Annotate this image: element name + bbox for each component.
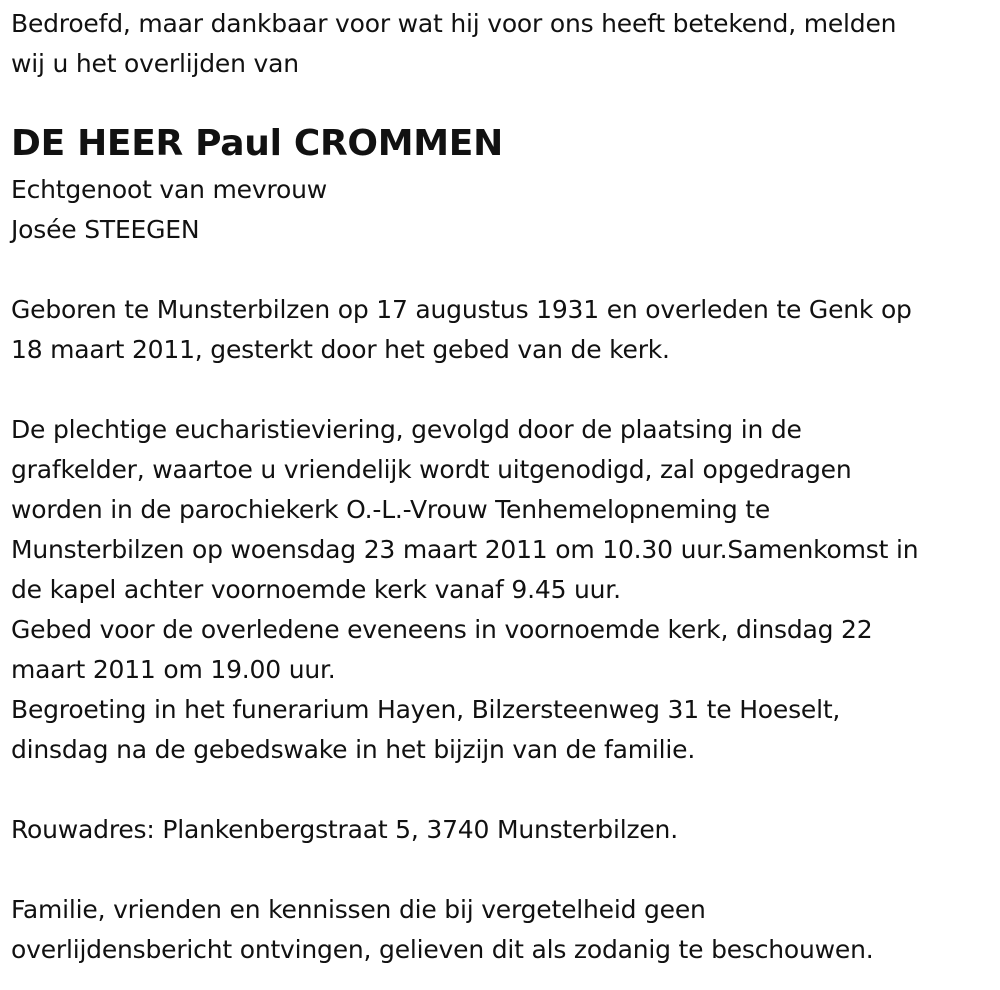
prayer-line: Gebed voor de overledene eveneens in voornoemde kerk, dinsdag 22 [11, 615, 873, 644]
mourning-address: Rouwadres: Plankenbergstraat 5, 3740 Munsterbilzen. [11, 815, 678, 844]
ceremony-line: De plechtige eucharistieviering, gevolgd door de plaatsing in de [11, 415, 802, 444]
closing-line: overlijdensbericht ontvingen, gelieven dit als zodanig te beschouwen. [11, 935, 874, 964]
closing-paragraph [11, 890, 996, 970]
birth-death-paragraph [11, 290, 996, 370]
spacer [11, 370, 996, 410]
ceremony-line: Munsterbilzen op woensdag 23 maart 2011 om 10.30 uur.Samenkomst in [11, 535, 919, 564]
spouse-name: Josée STEEGEN [11, 215, 200, 244]
ceremony-paragraph [11, 410, 996, 770]
obituary-notice [11, 4, 996, 970]
intro-paragraph [11, 4, 996, 84]
intro-line: wij u het overlijden van [11, 49, 299, 78]
deceased-name: DE HEER Paul CROMMEN [11, 123, 503, 164]
birth-death-line: 18 maart 2011, gesterkt door het gebed van de kerk. [11, 335, 670, 364]
closing-line: Familie, vrienden en kennissen die bij vergetelheid geen [11, 895, 706, 924]
visitation-line: dinsdag na de gebedswake in het bijzijn van de familie. [11, 735, 696, 764]
spacer [11, 770, 996, 810]
spacer [11, 250, 996, 290]
spouse-block [11, 170, 996, 250]
spouse-line: Echtgenoot van mevrouw [11, 175, 327, 204]
ceremony-line: worden in de parochiekerk O.-L.-Vrouw Tenhemelopneming te [11, 495, 771, 524]
spacer [11, 850, 996, 890]
intro-line: Bedroefd, maar dankbaar voor wat hij voor ons heeft betekend, melden [11, 9, 897, 38]
ceremony-line: grafkelder, waartoe u vriendelijk wordt uitgenodigd, zal opgedragen [11, 455, 852, 484]
birth-death-line: Geboren te Munsterbilzen op 17 augustus 1931 en overleden te Genk op [11, 295, 912, 324]
ceremony-line: de kapel achter voornoemde kerk vanaf 9.45 uur. [11, 575, 621, 604]
prayer-line: maart 2011 om 19.00 uur. [11, 655, 336, 684]
visitation-line: Begroeting in het funerarium Hayen, Bilzersteenweg 31 te Hoeselt, [11, 695, 841, 724]
